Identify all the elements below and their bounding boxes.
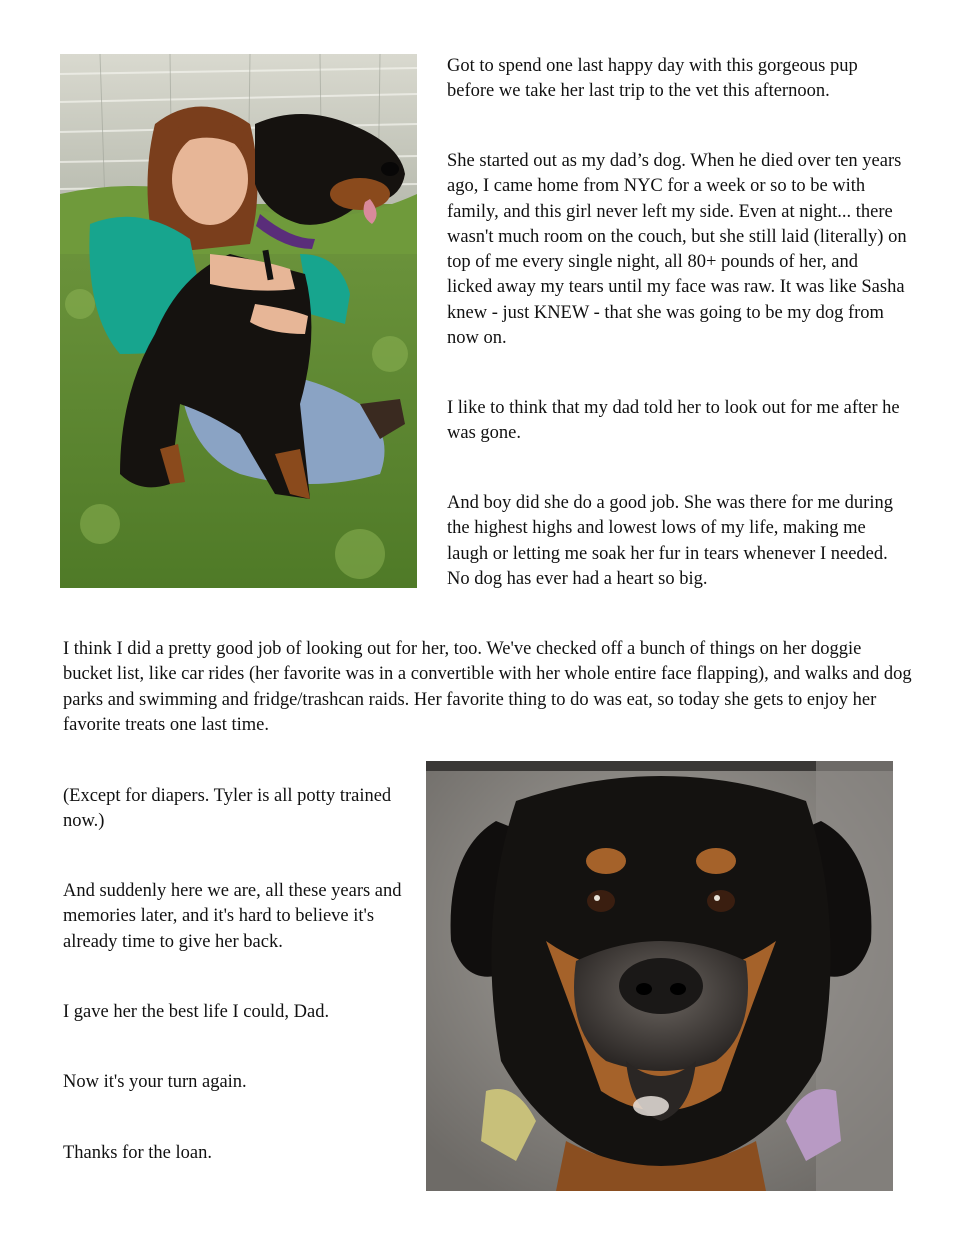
paragraph-look-out: I like to think that my dad told her to look out for me after he was gone. [447,398,900,444]
paragraph-best-life: I gave her the best life I could, Dad. [63,1002,330,1022]
paragraph-dads-dog: She started out as my dad’s dog. When he died over ten years ago, I came home from NYC for a week or so to be with family, and this girl never left my side. Even at night... there wasn't much room on the couch, but she still laid (literally) on top of me every single night, all 80+ pounds of her, and licked away my tears until my face was raw. It was like Sasha knew - just KNEW - that she was going to be my dog from now on. [447,151,907,349]
paragraph-intro: Got to spend one last happy day with this gorgeous pup before we take her last trip to the vet this afternoon. [447,56,858,102]
paragraph-suddenly: And suddenly here we are, all these years and memories later, and it's hard to believe it's already time to give her back. [63,881,402,952]
paragraph-diapers: (Except for diapers. Tyler is all potty trained now.) [63,786,392,832]
paragraph-your-turn: Now it's your turn again. [63,1072,247,1092]
paragraph-good-job: And boy did she do a good job. She was there for me during the highest highs and lowest lows of my life, making me laugh or letting me soak her fur in tears whenever I needed. No dog has ever had a heart so big. [447,493,893,589]
paragraph-thanks: Thanks for the loan. [63,1143,212,1163]
woman-hugging-rottweiler-illustration [60,54,417,588]
rottweiler-face-photo [426,761,893,1191]
woman-hugging-rottweiler-photo [60,54,417,588]
rottweiler-face-illustration [426,761,893,1191]
paragraph-bucket-list: I think I did a pretty good job of looking out for her, too. We've checked off a bunch of things on her doggie bucket list, like car rides (her favorite was in a convertible with her whole entire face flapping), and walks and dog parks and swimming and fridge/trashcan raids. Her favorite thing to do was eat, so today she gets to enjoy her favorite treats one last time. [63,639,912,735]
